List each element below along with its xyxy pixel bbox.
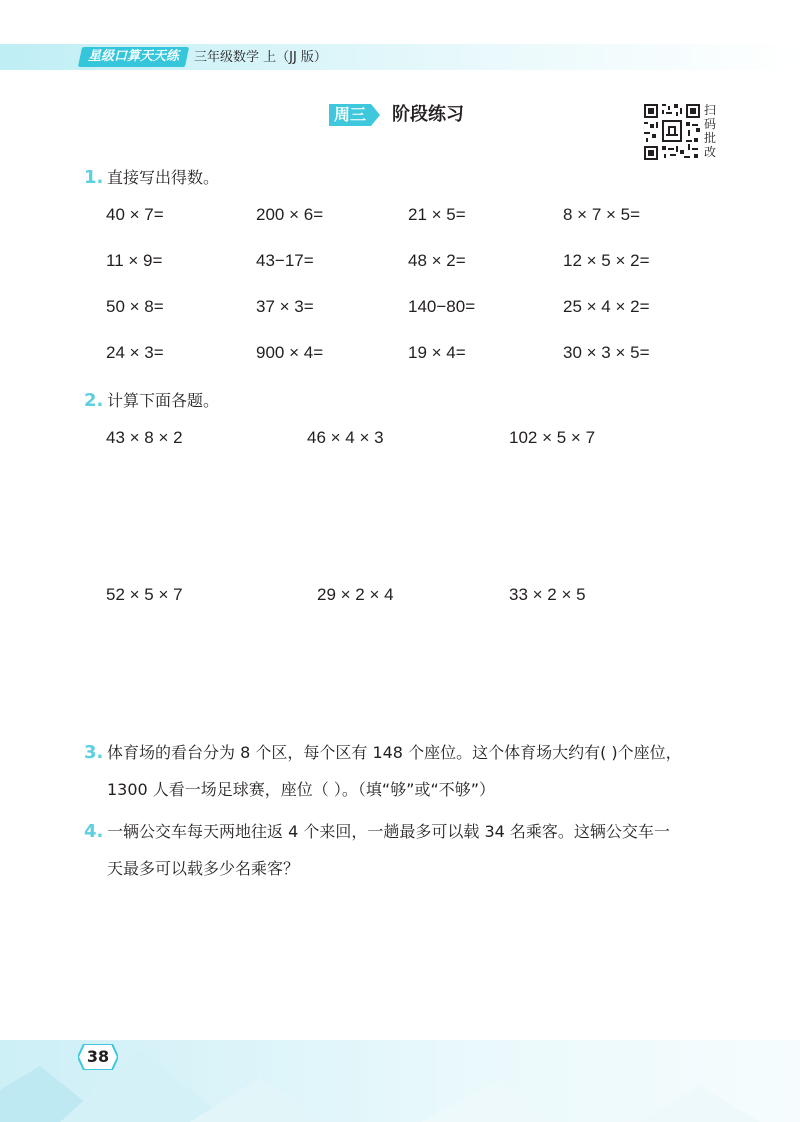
calc-item: 33 × 2 × 5 xyxy=(509,585,586,604)
oral-item: 48 × 2= xyxy=(408,251,466,270)
oral-item: 12 × 5 × 2= xyxy=(563,251,650,270)
question-2-text: 计算下面各题。 xyxy=(107,391,220,410)
oral-item: 21 × 5= xyxy=(408,205,466,224)
oral-item: 30 × 3 × 5= xyxy=(563,343,650,362)
brand-label: 星级口算天天练 xyxy=(78,47,189,67)
oral-item: 200 × 6= xyxy=(256,205,324,224)
scan-to-grade-label: 扫 码 批 改 xyxy=(703,103,716,159)
day-badge: 周三 xyxy=(329,104,371,126)
question-3-number: 3. xyxy=(84,742,104,763)
question-4-line-1: 一辆公交车每天两地往返 4 个来回，一趟最多可以载 34 名乘客。这辆公交车一 xyxy=(107,822,670,841)
oral-item: 8 × 7 × 5= xyxy=(563,205,641,224)
question-4-line-2: 天最多可以载多少名乘客？ xyxy=(107,859,300,878)
question-2-number: 2. xyxy=(84,390,104,411)
page-number: 38 xyxy=(86,1047,110,1066)
oral-item: 37 × 3= xyxy=(256,297,314,316)
header-subtitle: 三年级数学 上（JJ 版） xyxy=(194,50,327,65)
question-1-number: 1. xyxy=(84,167,104,188)
question-4-number: 4. xyxy=(84,821,104,842)
footer-mountains-decoration xyxy=(0,1040,800,1122)
question-3-line-2: 1300 人看一场足球赛，座位（ ）。（填“够”或“不够”） xyxy=(107,780,496,799)
oral-item: 11 × 9= xyxy=(106,251,163,270)
oral-item: 140−80= xyxy=(408,297,476,316)
calc-item: 46 × 4 × 3 xyxy=(307,428,384,447)
oral-item: 25 × 4 × 2= xyxy=(563,297,650,316)
oral-item: 24 × 3= xyxy=(106,343,164,362)
oral-item: 40 × 7= xyxy=(106,205,164,224)
oral-item: 43−17= xyxy=(256,251,314,270)
calc-item: 102 × 5 × 7 xyxy=(509,428,596,447)
calc-item: 43 × 8 × 2 xyxy=(106,428,183,447)
question-1-text: 直接写出得数。 xyxy=(107,168,220,187)
calc-item: 29 × 2 × 4 xyxy=(317,585,394,604)
page-title: 阶段练习 xyxy=(392,104,464,125)
qr-code-icon[interactable] xyxy=(644,104,700,160)
question-3-line-1: 体育场的看台分为 8 个区，每个区有 148 个座位。这个体育场大约有( )个座位， xyxy=(107,743,682,762)
calc-item: 52 × 5 × 7 xyxy=(106,585,183,604)
oral-item: 50 × 8= xyxy=(106,297,164,316)
oral-item: 19 × 4= xyxy=(408,343,466,362)
oral-item: 900 × 4= xyxy=(256,343,324,362)
badge-arrow xyxy=(371,104,380,126)
